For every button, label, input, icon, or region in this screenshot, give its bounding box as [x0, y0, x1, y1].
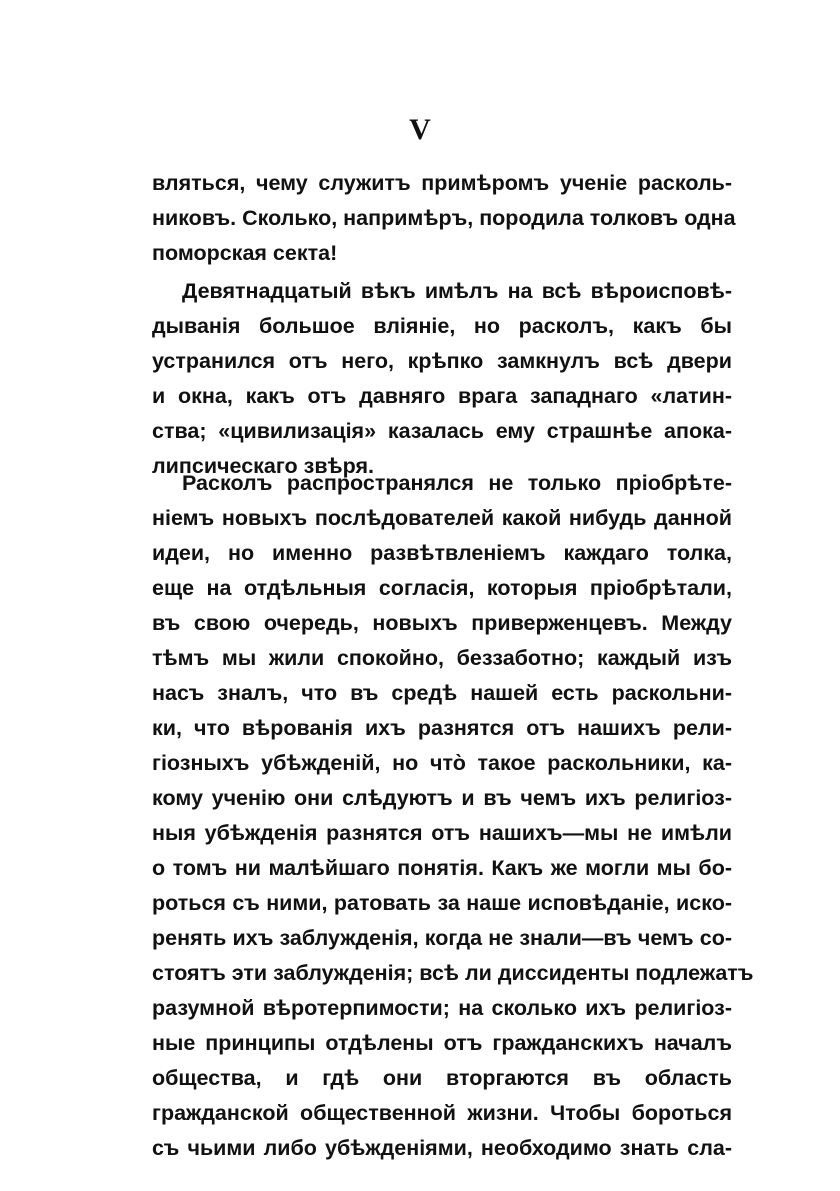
text-line: никовъ. Сколько, напримѣръ, породила толковъ одна: [152, 206, 736, 230]
text-line: поморская секта!: [152, 241, 338, 265]
text-line: о томъ ни малѣйшаго понятія. Какъ же могли мы бо-: [152, 856, 732, 880]
text-line: ныя убѣжденія разнятся отъ нашихъ—мы не имѣли: [152, 821, 732, 845]
text-line: ніемъ новыхъ послѣдователей какой нибудь данной: [152, 506, 732, 530]
text-line: и окна, какъ отъ давняго врага западнаго «латин-: [152, 384, 732, 408]
text-line: разумной вѣротерпимости; на сколько ихъ религіоз-: [152, 996, 732, 1020]
text-line: Расколъ распространялся не только пріобрѣте-: [182, 471, 732, 495]
paragraph-1: [152, 166, 736, 271]
text-line: стоятъ эти заблужденія; всѣ ли диссиденты подлежатъ: [152, 961, 754, 985]
text-line: тѣмъ мы жили спокойно, беззаботно; каждый изъ: [152, 646, 732, 670]
text-line: кому ученію они слѣдуютъ и въ чемъ ихъ религіоз-: [152, 786, 732, 810]
text-line: гіозныхъ убѣжденій, но что̀ такое раскольники, ка-: [152, 751, 732, 775]
text-line: ки, что вѣрованія ихъ разнятся отъ нашихъ рели-: [152, 716, 732, 740]
text-line: ренять ихъ заблужденія, когда не знали—въ чемъ со-: [152, 926, 732, 950]
text-line: ные принципы отдѣлены отъ гражданскихъ началъ: [152, 1031, 732, 1055]
text-line: вляться, чему служитъ примѣромъ ученіе расколь-: [152, 171, 732, 195]
text-line: устранился отъ него, крѣпко замкнулъ всѣ двери: [152, 349, 732, 373]
text-line: дыванія большое вліяніе, но расколъ, какъ бы: [152, 314, 732, 338]
text-line: Девятнадцатый вѣкъ имѣлъ на всѣ вѣроисповѣ-: [182, 279, 732, 303]
text-line: липсическаго звѣря.: [152, 454, 375, 478]
text-line: гражданской общественной жизни. Чтобы бороться: [152, 1101, 732, 1125]
page-number: V: [409, 113, 431, 146]
text-line: ства; «цивилизація» казалась ему страшнѣе апока-: [152, 419, 732, 443]
text-line: роться съ ними, ратовать за наше исповѣданіе, иско-: [152, 891, 732, 915]
text-line: идеи, но именно развѣтвленіемъ каждаго толка,: [152, 541, 732, 565]
text-line: съ чьими либо убѣжденіями, необходимо знать сла-: [152, 1136, 732, 1160]
paragraph-2: [152, 274, 732, 484]
text-line: въ свою очередь, новыхъ приверженцевъ. Между: [152, 611, 732, 635]
text-line: еще на отдѣльныя согласія, которыя пріобрѣтали,: [152, 576, 732, 600]
text-line: общества, и гдѣ они вторгаются въ область: [152, 1066, 732, 1090]
text-line: насъ зналъ, что въ средѣ нашей есть раскольни-: [152, 681, 732, 705]
paragraph-3: [152, 466, 754, 1166]
